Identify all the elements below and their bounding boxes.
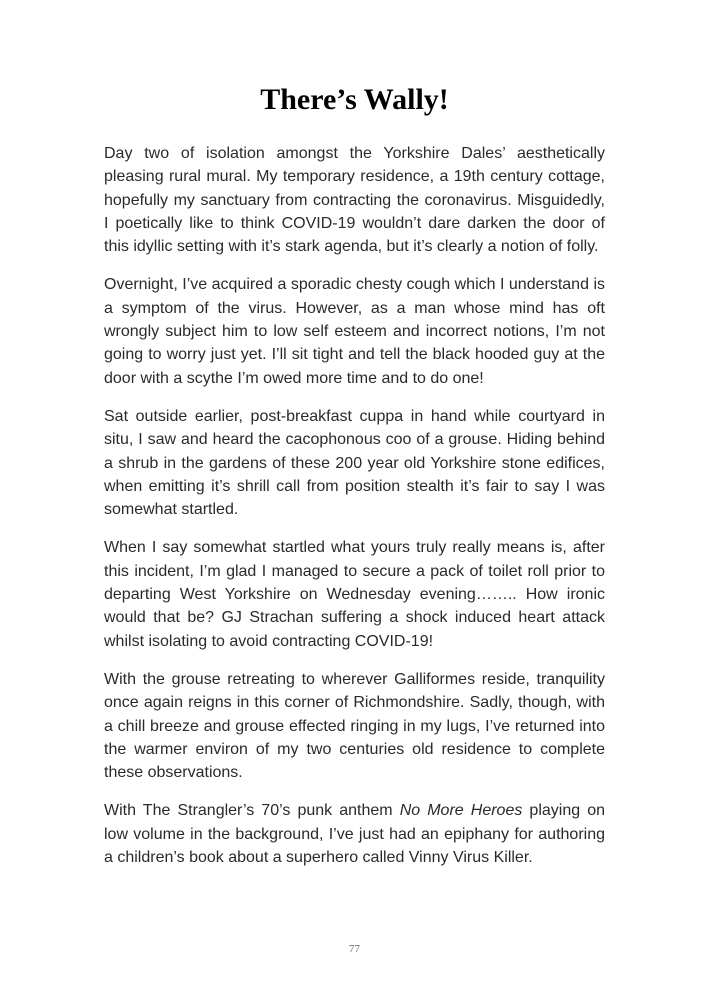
body-text (104, 142, 605, 884)
paragraph-4: When I say somewhat startled what yours truly really means is, after this incident, I’m glad I managed to secure a pack of toilet roll prior to departing West Yorkshire on Wednesday evening…….. How ironic would that be? GJ Strachan suffering a shock induced heart attack whilst isolating to avoid contracting COVID-19! (104, 539, 605, 650)
paragraph-5: With the grouse retreating to wherever Galliformes reside, tranquility once again reigns in this corner of Richmondshire. Sadly, though, with a chill breeze and grouse effected ringing in my lugs, I’ve returned into the warmer environ of my two centuries old residence to complete these observations. (104, 670, 605, 782)
page-number: 77 (349, 943, 360, 955)
paragraph-2: Overnight, I’ve acquired a sporadic chesty cough which I understand is a symptom of the virus. However, as a man whose mind has oft wrongly subject him to low self esteem and incorrect notions, I’m not going to worry just yet. I’ll sit tight and tell the black hooded guy at the door with a scythe I’m owed more time and to do one! (104, 276, 605, 387)
paragraph-1: Day two of isolation amongst the Yorkshire Dales’ aesthetically pleasing rural mural. My temporary residence, a 19th century cottage, hopefully my sanctuary from contracting the coronavirus. Misguidedly, I poetically like to think COVID-19 wouldn’t dare darken the door of this idyllic setting with it’s stark agenda, but it’s clearly a notion of folly. (104, 145, 605, 256)
page-title: There’s Wally! (260, 83, 449, 116)
paragraph-3: Sat outside earlier, post-breakfast cuppa in hand while courtyard in situ, I saw and heard the cacophonous coo of a grouse. Hiding behind a shrub in the gardens of these 200 year old Yorkshire stone edifices, when emitting it’s shrill call from position stealth it’s fair to say I was somewhat startled. (104, 407, 605, 519)
song-title: No More Heroes (399, 802, 523, 820)
paragraph-6 (104, 799, 605, 869)
paragraph-6-start: With The Strangler’s 70’s punk anthem (104, 802, 400, 820)
paragraph-6-end: playing on low volume in the background, I’ve just had an epiphany for authoring a children’s book about a superhero called Vinny Virus Killer. (104, 802, 606, 867)
